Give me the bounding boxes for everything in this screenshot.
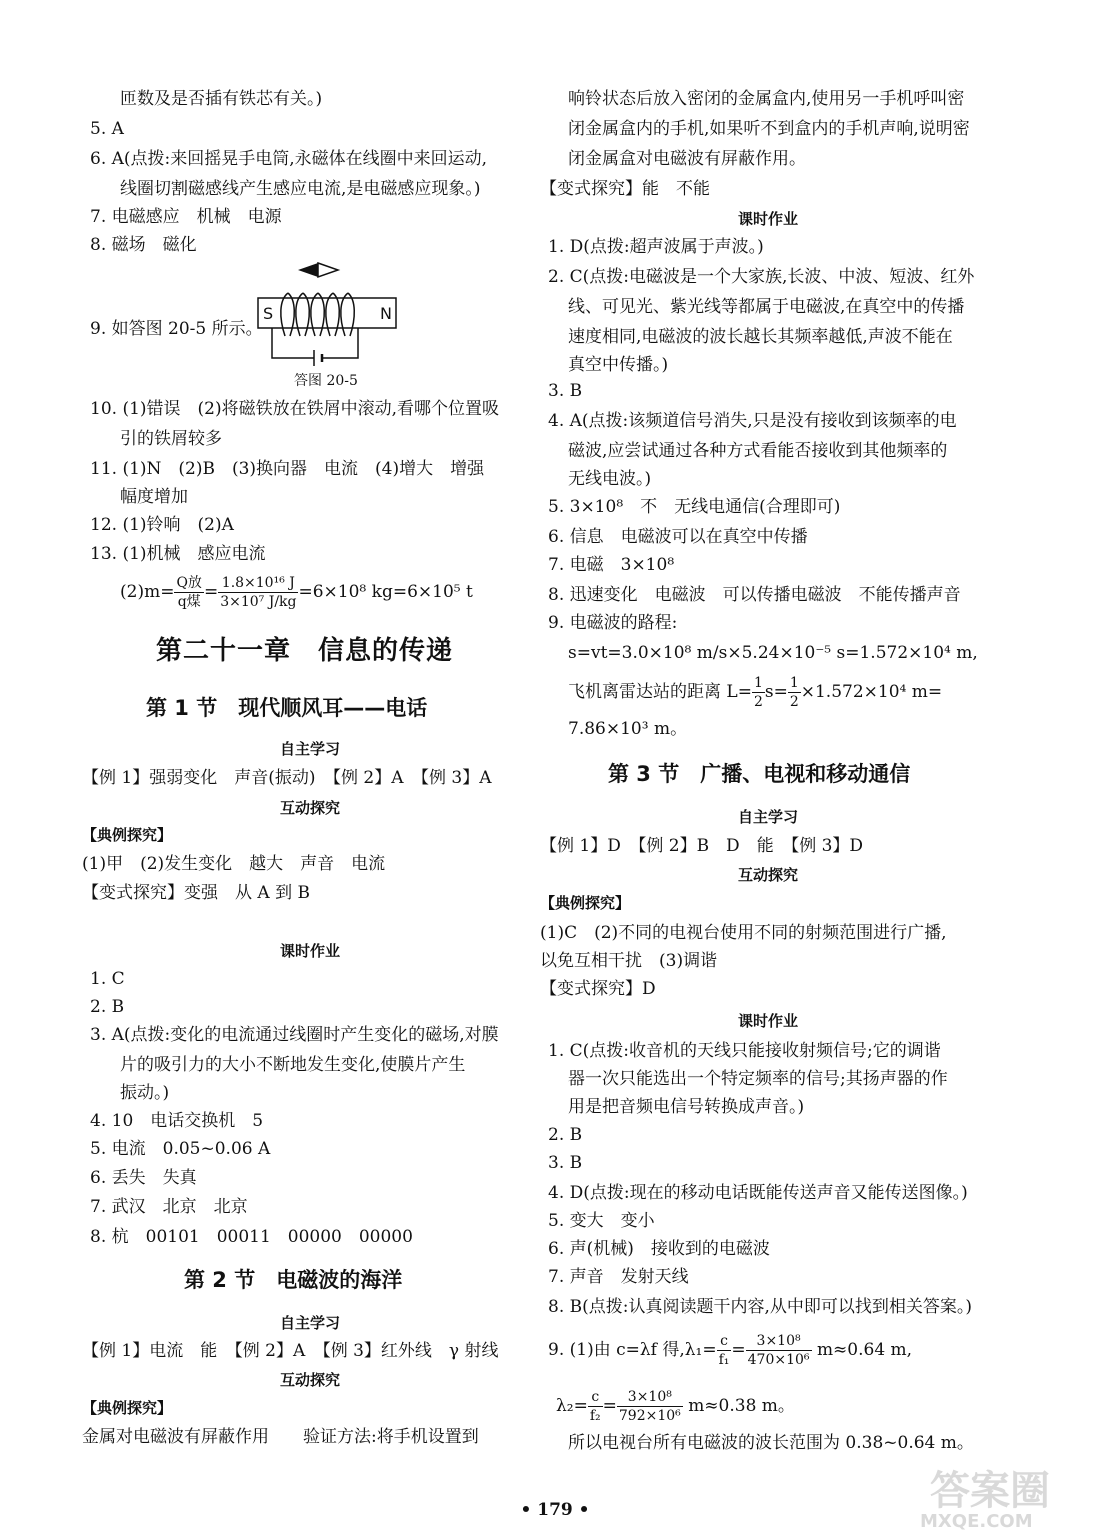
section-3-title: 第 3 节 广播、电视和移动通信 — [608, 762, 911, 786]
answer-8: 8. 磁场 磁化 — [90, 235, 197, 255]
homework-5: 5. 3×10⁸ 不 无线电通信(合理即可) — [548, 497, 841, 517]
interactive-heading: 互动探究 — [737, 866, 798, 884]
answer-line: 引的铁屑较多 — [120, 429, 222, 449]
answer-line: 所以电视台所有电磁波的波长范围为 0.38~0.64 m。 — [568, 1433, 974, 1453]
fraction: $\frac{\text{1.8×10¹⁶ J}}{\text{3×10⁷ J/kg}}$ — [220, 575, 297, 610]
answer-line: 以免互相干扰 (3)调谐 — [540, 951, 718, 971]
compass-needle-tail — [318, 263, 338, 277]
compass-needle — [298, 263, 318, 277]
fraction: $\frac{c}{\text{f₁}}$ — [718, 1333, 730, 1368]
homework-4: 4. D(点拨:现在的移动电话既能传送声音又能传送图像。) — [548, 1183, 968, 1203]
self-study-answers: 【例 1】电流 能 【例 2】A 【例 3】红外线 γ 射线 — [82, 1341, 499, 1361]
self-study-heading: 自主学习 — [737, 808, 798, 826]
homework-1: 1. C(点拨:收音机的天线只能接收射频信号;它的调谐 — [548, 1041, 941, 1061]
answer-line: 速度相同,电磁波的波长越长其频率越低,声波不能在 — [568, 327, 953, 347]
answer-line: 磁波,应尝试通过各种方式看能否接收到其他频率的 — [568, 441, 948, 461]
watermark-logo — [920, 1470, 1100, 1530]
fraction: $\frac{1}{2}$ — [789, 675, 799, 710]
typical-example-answer: (1)甲 (2)发生变化 越大 声音 电流 — [82, 854, 386, 874]
answer-line: 用是把音频电信号转换成声音。) — [568, 1097, 805, 1117]
chapter-title: 第二十一章 信息的传递 — [156, 636, 454, 666]
homework-6: 6. 声(机械) 接收到的电磁波 — [548, 1239, 770, 1259]
homework-5: 5. 电流 0.05~0.06 A — [90, 1139, 271, 1159]
answer-6: 6. A(点拨:来回摇晃手电筒,永磁体在线圈中来回运动, — [90, 149, 488, 169]
fraction: $\frac{\text{3×10⁸}}{\text{792×10⁶}}$ — [618, 1389, 681, 1424]
self-study-answers: 【例 1】强弱变化 声音(振动) 【例 2】A 【例 3】A — [82, 768, 492, 788]
homework-heading: 课时作业 — [737, 1012, 798, 1030]
answer-line: 真空中传播。) — [568, 355, 669, 375]
formula-mass: (2)m= $\frac{\text{Q放}}{\text{q煤}}$ = $\frac{\text{1.8×10¹⁶ J}}{\text{3×10⁷ J/kg}}$ =6×10⁸ kg=6×10⁵ t — [120, 575, 473, 610]
homework-3: 3. A(点拨:变化的电流通过线圈时产生变化的磁场,对膜 — [90, 1025, 499, 1045]
homework-3: 3. B — [548, 381, 583, 401]
answer-line: 无线电波。) — [568, 469, 652, 489]
answer-line: 器一次只能选出一个特定频率的信号;其扬声器的作 — [568, 1069, 948, 1089]
figure-caption: 答图 20-5 — [294, 373, 358, 389]
answer-line: 片的吸引力的大小不断地发生变化,使膜片产生 — [120, 1055, 466, 1075]
homework-7: 7. 电磁 3×10⁸ — [548, 555, 675, 575]
answer-line: 线、可见光、紫光线等都属于电磁波,在真空中的传播 — [568, 297, 965, 317]
interactive-heading: 互动探究 — [279, 1371, 340, 1389]
homework-1: 1. C — [90, 969, 125, 989]
homework-2: 2. B — [90, 997, 125, 1017]
formula-half-distance: 飞机离雷达站的距离 L= $\frac{1}{2}$ s= $\frac{1}{2}$ ×1.572×10⁴ m= — [568, 675, 943, 710]
fraction: $\frac{\text{3×10⁸}}{\text{470×10⁶}}$ — [747, 1333, 810, 1368]
formula-wavelength-1: 9. (1)由 c=λf 得,λ₁= $\frac{c}{\text{f₁}}$ = $\frac{\text{3×10⁸}}{\text{470×10⁶}}$ m≈0.64 m, — [548, 1333, 913, 1368]
pole-label-n: N — [380, 304, 392, 323]
watermark-text: 答案圈 — [930, 1468, 1050, 1514]
homework-8: 8. 杭 00101 00011 00000 00000 — [90, 1227, 413, 1247]
homework-heading: 课时作业 — [737, 210, 798, 228]
formula-wavelength-2: λ₂= $\frac{c}{\text{f₂}}$ = $\frac{\text{3×10⁸}}{\text{792×10⁶}}$ m≈0.38 m。 — [556, 1389, 795, 1424]
homework-8: 8. 迅速变化 电磁波 可以传播电磁波 不能传播声音 — [548, 585, 961, 605]
homework-7: 7. 武汉 北京 北京 — [90, 1197, 248, 1217]
answer-line: 线圈切割磁感线产生感应电流,是电磁感应现象。) — [120, 179, 481, 199]
answer-line: 闭金属盒对电磁波有屏蔽作用。 — [568, 149, 806, 169]
pole-label-s: S — [263, 304, 274, 323]
homework-3: 3. B — [548, 1153, 583, 1173]
answer-7: 7. 电磁感应 机械 电源 — [90, 207, 282, 227]
fraction: $\frac{1}{2}$ — [753, 675, 763, 710]
answer-13: 13. (1)机械 感应电流 — [90, 544, 266, 564]
section-2-title: 第 2 节 电磁波的海洋 — [184, 1268, 403, 1292]
homework-4: 4. 10 电话交换机 5 — [90, 1111, 264, 1131]
self-study-heading: 自主学习 — [279, 740, 340, 758]
variant-example: 【变式探究】D — [540, 979, 656, 999]
typical-example-label: 【典例探究】 — [540, 894, 631, 912]
answer-line: 闭金属盒内的手机,如果听不到盒内的手机声响,说明密 — [568, 119, 970, 139]
homework-2: 2. C(点拨:电磁波是一个大家族,长波、中波、短波、红外 — [548, 267, 975, 287]
answer-11: 11. (1)N (2)B (3)换向器 电流 (4)增大 增强 — [90, 459, 485, 479]
answer-5: 5. A — [90, 119, 124, 139]
self-study-answers: 【例 1】D 【例 2】B D 能 【例 3】D — [540, 836, 864, 856]
homework-heading: 课时作业 — [279, 942, 340, 960]
circuit-wire-left — [272, 328, 314, 358]
answer-line: 匝数及是否插有铁芯有关。) — [120, 89, 323, 109]
page-number: • 179 • — [520, 1500, 590, 1520]
homework-8: 8. B(点拨:认真阅读题干内容,从中即可以找到相关答案。) — [548, 1297, 973, 1317]
typical-example-answer: 金属对电磁波有屏蔽作用 验证方法:将手机设置到 — [82, 1427, 479, 1447]
fraction: $\frac{c}{\text{f₂}}$ — [589, 1389, 601, 1424]
variant-example: 【变式探究】能 不能 — [540, 179, 710, 199]
answer-9: 9. 如答图 20-5 所示。 — [90, 319, 263, 339]
circuit-wire-right — [322, 328, 358, 358]
answer-line: 响铃状态后放入密闭的金属盒内,使用另一手机呼叫密 — [568, 89, 965, 109]
variant-example: 【变式探究】变强 从 A 到 B — [82, 883, 310, 903]
answer-line: 振动。) — [120, 1083, 170, 1103]
left-column — [82, 0, 530, 1536]
typical-example-label: 【典例探究】 — [82, 1399, 173, 1417]
typical-example-answer: (1)C (2)不同的电视台使用不同的射频范围进行广播, — [540, 923, 947, 943]
homework-6: 6. 信息 电磁波可以在真空中传播 — [548, 527, 808, 547]
homework-6: 6. 丢失 失真 — [90, 1168, 197, 1188]
interactive-heading: 互动探究 — [279, 799, 340, 817]
homework-9: 9. 电磁波的路程: — [548, 613, 678, 633]
homework-4: 4. A(点拨:该频道信号消失,只是没有接收到该频率的电 — [548, 411, 957, 431]
right-column — [540, 0, 988, 1536]
answer-12: 12. (1)铃响 (2)A — [90, 515, 234, 535]
self-study-heading: 自主学习 — [279, 1314, 340, 1332]
answer-10: 10. (1)错误 (2)将磁铁放在铁屑中滚动,看哪个位置吸 — [90, 399, 500, 419]
section-1-title: 第 1 节 现代顺风耳——电话 — [146, 696, 428, 720]
formula-distance: s=vt=3.0×10⁸ m/s×5.24×10⁻⁵ s=1.572×10⁴ m, — [568, 643, 978, 663]
watermark-url: MXQE.COM — [920, 1511, 1033, 1532]
homework-2: 2. B — [548, 1125, 583, 1145]
typical-example-label: 【典例探究】 — [82, 826, 173, 844]
homework-1: 1. D(点拨:超声波属于声波。) — [548, 237, 764, 257]
homework-7: 7. 声音 发射天线 — [548, 1267, 689, 1287]
answer-line: 幅度增加 — [120, 487, 188, 507]
homework-5: 5. 变大 变小 — [548, 1211, 655, 1231]
fraction: $\frac{\text{Q放}}{\text{q煤}}$ — [176, 575, 202, 610]
answer-line: 7.86×10³ m。 — [568, 719, 688, 739]
